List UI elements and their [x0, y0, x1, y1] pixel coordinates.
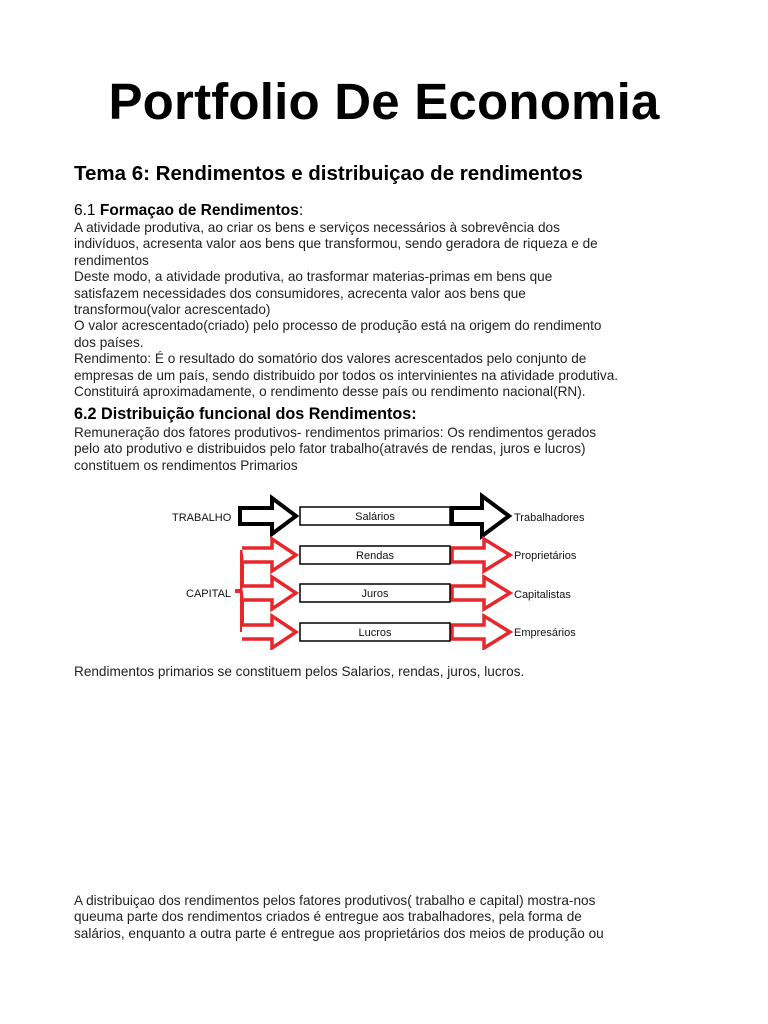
income-box-salarios: [300, 507, 450, 525]
red-arrow-left-rendas: [242, 539, 296, 571]
paragraph-line: constituem os rendimentos Primarios: [74, 457, 298, 473]
black-arrow-left: [240, 498, 296, 534]
paragraph-line: O valor acrescentado(criado) pelo processo de produção está na origem do rendimento: [74, 318, 602, 334]
paragraph-line: A distribuiçao dos rendimentos pelos fatores produtivos( trabalho e capital) mostra-nos: [74, 893, 596, 908]
section-title: Formaçao de Rendimentos: [99, 202, 299, 219]
paragraph-line: salários, enquanto a outra parte é entregue aos proprietários dos meios de produção ou: [74, 925, 604, 941]
paragraph-line: transformou(valor acrescentado): [74, 302, 271, 318]
income-label: Salários: [355, 511, 395, 523]
paragraph-line: rendimentos: [74, 252, 149, 268]
recipient-label: Trabalhadores: [514, 512, 585, 524]
tema-heading: Tema 6: Rendimentos e distribuiçao de rendimentos: [74, 162, 583, 185]
income-label: Juros: [361, 588, 389, 600]
paragraph-line: Rendimentos primarios se constituem pelos Salarios, rendas, juros, lucros.: [74, 664, 525, 679]
factor-label-capital: CAPITAL: [186, 588, 232, 600]
section-6-2-body: [74, 425, 714, 474]
red-arrow-right-capitalistas: [452, 577, 510, 609]
paragraph-line: empresas de um país, sendo distribuido por todos os intervinientes na atividade produtiva.: [74, 367, 619, 383]
income-label: Lucros: [358, 627, 392, 639]
red-arrow-right-empresarios: [452, 616, 510, 648]
income-box-rendas: [300, 546, 450, 564]
red-arrow-right-proprietarios: [452, 539, 510, 571]
paragraph-line: satisfazem necessidades dos consumidores, acrecenta valor aos bens que: [74, 285, 526, 301]
paragraph-line: Remuneração dos fatores produtivos- rendimentos primarios: Os rendimentos gerados: [74, 425, 597, 440]
paragraph-line: indivíduos, acresenta valor aos bens que transformou, sendo geradora de riqueza e de: [74, 236, 598, 252]
income-box-juros: [300, 584, 450, 602]
section-colon: :: [298, 202, 304, 219]
section-6-1-heading: [74, 201, 303, 220]
income-distribution-diagram: [165, 490, 605, 650]
black-arrow-right: [452, 496, 509, 536]
income-label: Rendas: [356, 550, 394, 562]
section-number: 6.1: [74, 202, 100, 219]
page-title: Portfolio De Economia: [108, 73, 660, 130]
recipient-label: Proprietários: [514, 550, 577, 562]
summary-text: [74, 664, 714, 680]
paragraph-line: A atividade produtiva, ao criar os bens e serviços necessários à sobrevência dos: [74, 220, 560, 235]
recipient-label: Empresários: [514, 627, 576, 639]
paragraph-line: Deste modo, a atividade produtiva, ao trasformar materias-primas em bens que: [74, 269, 553, 285]
paragraph-line: pelo ato produtivo e distribuidos pelo fator trabalho(através de rendas, juros e lucros): [74, 441, 586, 457]
closing-paragraph: [74, 893, 714, 942]
recipient-label: Capitalistas: [514, 589, 571, 601]
income-box-lucros: [300, 623, 450, 641]
paragraph-line: dos países.: [74, 334, 144, 350]
red-arrow-left-lucros: [242, 616, 296, 648]
section-6-1-body: [74, 220, 714, 400]
paragraph-line: Constituirá aproximadamente, o rendimento desse país ou rendimento nacional(RN).: [74, 384, 586, 400]
section-6-2-heading: 6.2 Distribuição funcional dos Rendimentos:: [74, 405, 417, 423]
factor-label-trabalho: TRABALHO: [172, 512, 232, 524]
paragraph-line: queuma parte dos rendimentos criados é entregue aos trabalhadores, pela forma de: [74, 909, 582, 925]
paragraph-line: Rendimento: É o resultado do somatório dos valores acrescentados pelo conjunto de: [74, 351, 587, 367]
red-arrow-left-juros: [242, 577, 296, 609]
capital-bracket: [235, 550, 242, 632]
